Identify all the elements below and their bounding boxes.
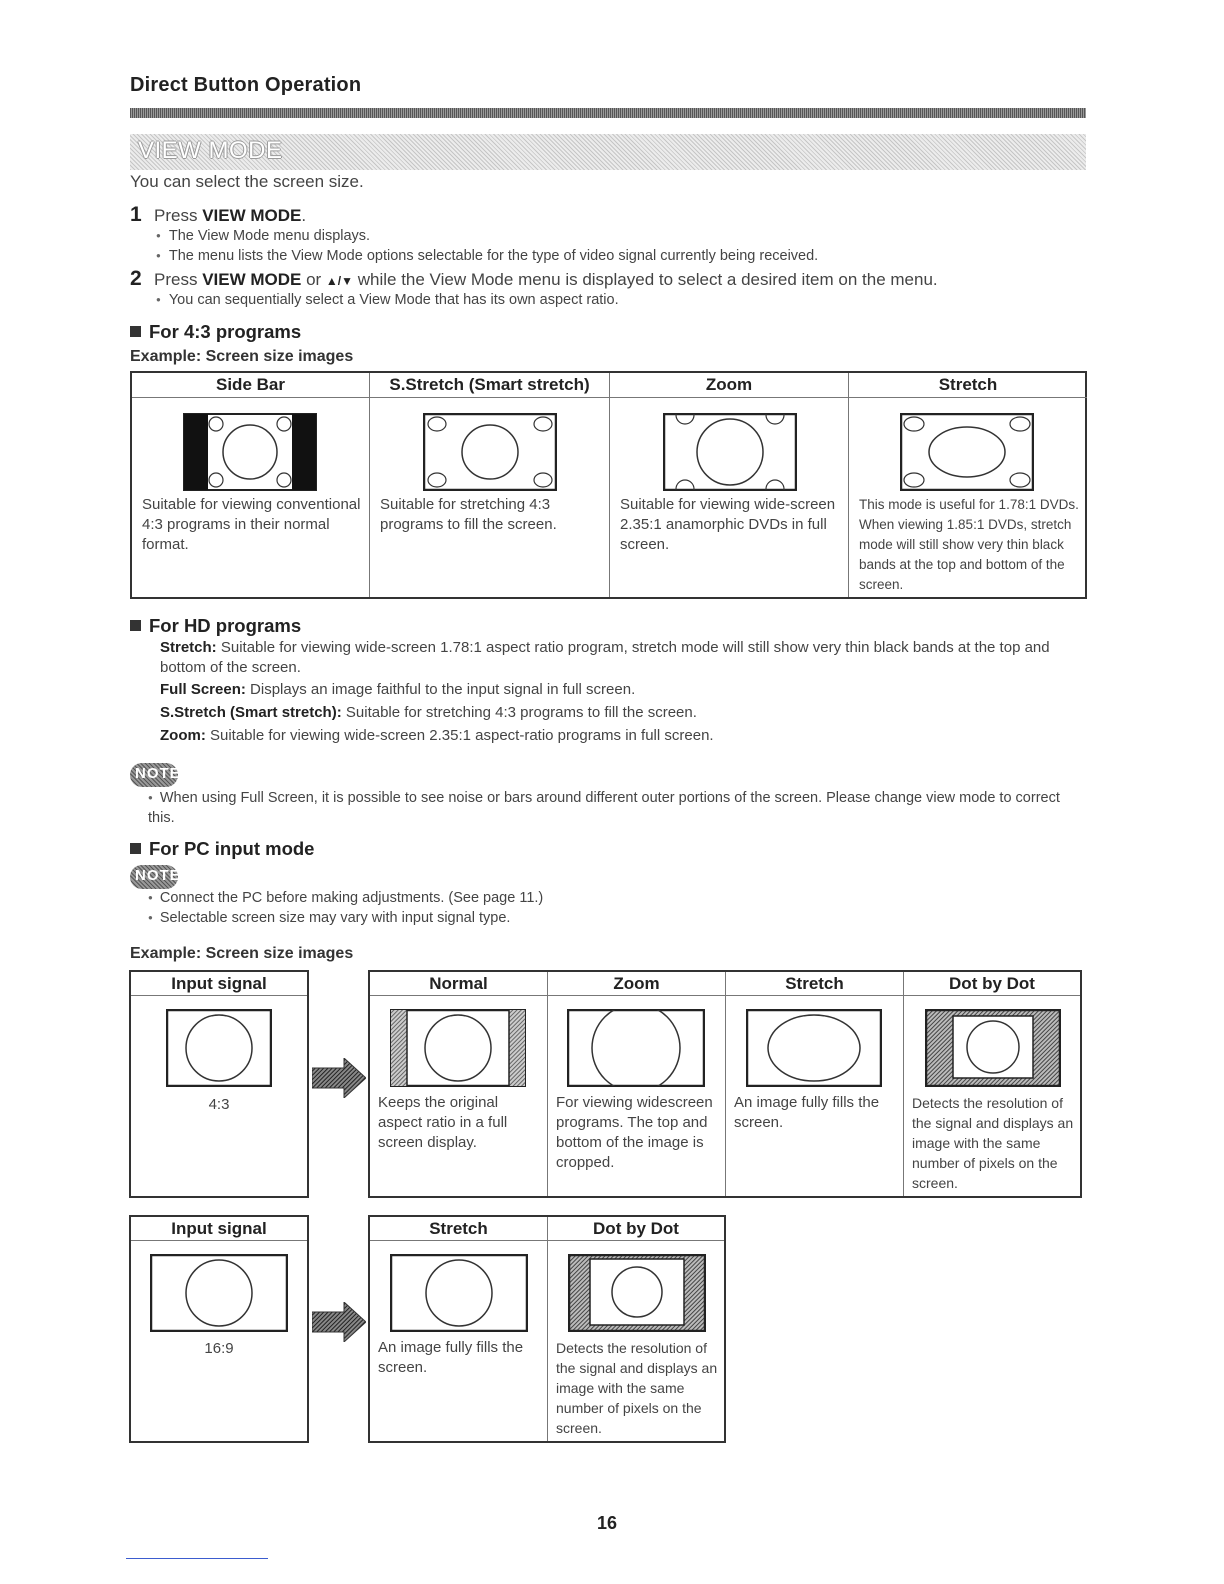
- stretch-screen-image: [390, 1254, 528, 1332]
- heading-text: For 4:3 programs: [149, 321, 302, 342]
- stretch-screen-image: [900, 413, 1034, 491]
- pc-column-stretch: [370, 1217, 548, 1441]
- pc-169-modes-table: [368, 1215, 726, 1443]
- column-description: Suitable for stretching 4:3 programs to fill the screen.: [380, 496, 557, 533]
- table-column-side-bar: [132, 373, 370, 597]
- input-signal-169-box: [129, 1215, 309, 1443]
- step-1: [130, 203, 306, 227]
- arrow-right-icon: [312, 1302, 366, 1342]
- note-badge-text: NOTE: [135, 765, 181, 782]
- view-mode-key: VIEW MODE: [202, 206, 302, 225]
- for-43-heading: [130, 321, 301, 343]
- table-column-stretch: [849, 373, 1087, 597]
- hd-text: Suitable for stretching 4:3 programs to fill the screen.: [341, 704, 697, 721]
- zoom-screen-image: [663, 413, 797, 491]
- column-description: For viewing widescreen programs. The top and bottom of the image is cropped.: [556, 1094, 713, 1171]
- note-badge: [130, 763, 181, 787]
- column-header: Zoom: [610, 373, 848, 398]
- column-header: Stretch: [370, 1217, 547, 1241]
- banner-title: VIEW MODE: [138, 137, 283, 164]
- example-label: Example: Screen size images: [130, 945, 354, 962]
- column-header: Side Bar: [132, 373, 369, 398]
- hd-item-s-stretch: [160, 704, 1090, 721]
- column-description: Suitable for viewing conventional 4:3 programs in their normal format.: [142, 496, 361, 553]
- input-signal-header: Input signal: [131, 1217, 307, 1241]
- hd-text: Suitable for viewing wide-screen 1.78:1 aspect ratio program, stretch mode will still show very thin black bands at the top and bottom of the screen.: [160, 639, 1050, 676]
- step-text: Press: [154, 206, 203, 225]
- input-signal-label: 16:9: [204, 1340, 234, 1357]
- hd-note: ● When using Full Screen, it is possible to see noise or bars around different outer portions of the screen. Please change view mode to correct this.: [148, 788, 1068, 828]
- hd-term: Full Screen:: [160, 681, 246, 698]
- input-43-screen-image: [166, 1009, 272, 1087]
- pc-column-normal: [370, 972, 548, 1196]
- square-bullet-icon: [130, 326, 141, 337]
- column-header: S.Stretch (Smart stretch): [370, 373, 609, 398]
- hd-item-zoom: [160, 727, 1090, 744]
- column-header: Dot by Dot: [548, 1217, 724, 1241]
- view-mode-banner: [130, 134, 1086, 170]
- column-description: Keeps the original aspect ratio in a full screen display.: [378, 1094, 508, 1151]
- note-badge: [130, 865, 181, 889]
- table-column-zoom: [610, 373, 849, 597]
- header-rule: [130, 108, 1086, 118]
- column-description: Detects the resolution of the signal and displays an image with the same number of pixels on the screen.: [556, 1340, 718, 1436]
- pc-column-zoom: [548, 972, 726, 1196]
- pc-column-dot-by-dot: [904, 972, 1080, 1196]
- hd-item-stretch: [160, 638, 1090, 678]
- for-pc-heading: [130, 838, 314, 860]
- step-text: or: [301, 270, 326, 289]
- pc-43-modes-table: [368, 970, 1082, 1198]
- heading-text: For HD programs: [149, 615, 302, 636]
- column-header: Zoom: [548, 972, 725, 996]
- column-description: Suitable for viewing wide-screen 2.35:1 anamorphic DVDs in full screen.: [620, 496, 836, 553]
- input-169-screen-image: [150, 1254, 288, 1332]
- dot-by-dot-screen-image: [925, 1009, 1061, 1087]
- column-header: Normal: [370, 972, 547, 996]
- footer-line: [126, 1558, 268, 1559]
- column-description: This mode is useful for 1.78:1 DVDs. When viewing 1.85:1 DVDs, stretch mode will still show very thin black bands at the top and bottom of the screen.: [859, 497, 1079, 592]
- step-1-bullet: ● The View Mode menu displays.: [156, 228, 370, 244]
- section-title: Direct Button Operation: [130, 74, 362, 96]
- view-mode-key: VIEW MODE: [202, 270, 302, 289]
- pc-note: ● Connect the PC before making adjustments. (See page 11.): [148, 888, 1068, 908]
- hd-term: Stretch:: [160, 639, 217, 656]
- hd-item-full-screen: [160, 681, 1090, 698]
- hd-term: Zoom:: [160, 727, 206, 744]
- hd-text: Displays an image faithful to the input signal in full screen.: [245, 681, 636, 698]
- step-text: .: [301, 206, 307, 225]
- column-description: An image fully fills the screen.: [378, 1339, 524, 1376]
- note-badge-text: NOTE: [135, 867, 181, 884]
- square-bullet-icon: [130, 843, 141, 854]
- heading-text: For PC input mode: [149, 838, 315, 859]
- step-1-bullet: ● The menu lists the View Mode options selectable for the type of video signal currently being received.: [156, 248, 818, 264]
- up-down-arrows: ▲/▼: [325, 274, 354, 288]
- normal-screen-image: [390, 1009, 526, 1087]
- side-bar-screen-image: [183, 413, 317, 491]
- hd-text: Suitable for viewing wide-screen 2.35:1 aspect-ratio programs in full screen.: [205, 727, 714, 744]
- input-signal-label: 4:3: [208, 1096, 230, 1113]
- step-text: while the View Mode menu is displayed to select a desired item on the menu.: [353, 270, 938, 289]
- table-column-s-stretch: [370, 373, 610, 597]
- page-number: 16: [597, 1513, 618, 1533]
- arrow-right-icon: [312, 1058, 366, 1098]
- step-number: 2: [130, 267, 142, 290]
- zoom-screen-image: [567, 1009, 705, 1087]
- square-bullet-icon: [130, 620, 141, 631]
- dot-by-dot-screen-image: [568, 1254, 706, 1332]
- column-description: An image fully fills the screen.: [734, 1094, 880, 1131]
- view-mode-43-table: [130, 371, 1087, 599]
- step-text: Press: [154, 270, 203, 289]
- column-header: Stretch: [849, 373, 1087, 398]
- stretch-screen-image: [746, 1009, 882, 1087]
- column-header: Dot by Dot: [904, 972, 1080, 996]
- step-2-bullet: ● You can sequentially select a View Mode that has its own aspect ratio.: [156, 292, 619, 308]
- pc-column-stretch: [726, 972, 904, 1196]
- s-stretch-screen-image: [423, 413, 557, 491]
- input-signal-43-box: [129, 970, 309, 1198]
- hd-term: S.Stretch (Smart stretch):: [160, 704, 342, 721]
- step-number: 1: [130, 203, 142, 226]
- intro-text: You can select the screen size.: [130, 172, 364, 191]
- pc-column-dot-by-dot: [548, 1217, 724, 1441]
- column-header: Stretch: [726, 972, 903, 996]
- column-description: Detects the resolution of the signal and displays an image with the same number of pixels on the screen.: [912, 1095, 1074, 1191]
- pc-note: ● Selectable screen size may vary with input signal type.: [148, 908, 1068, 928]
- for-hd-heading: [130, 615, 301, 637]
- step-2: [130, 267, 938, 291]
- input-signal-header: Input signal: [131, 972, 307, 996]
- example-label: Example: Screen size images: [130, 348, 354, 365]
